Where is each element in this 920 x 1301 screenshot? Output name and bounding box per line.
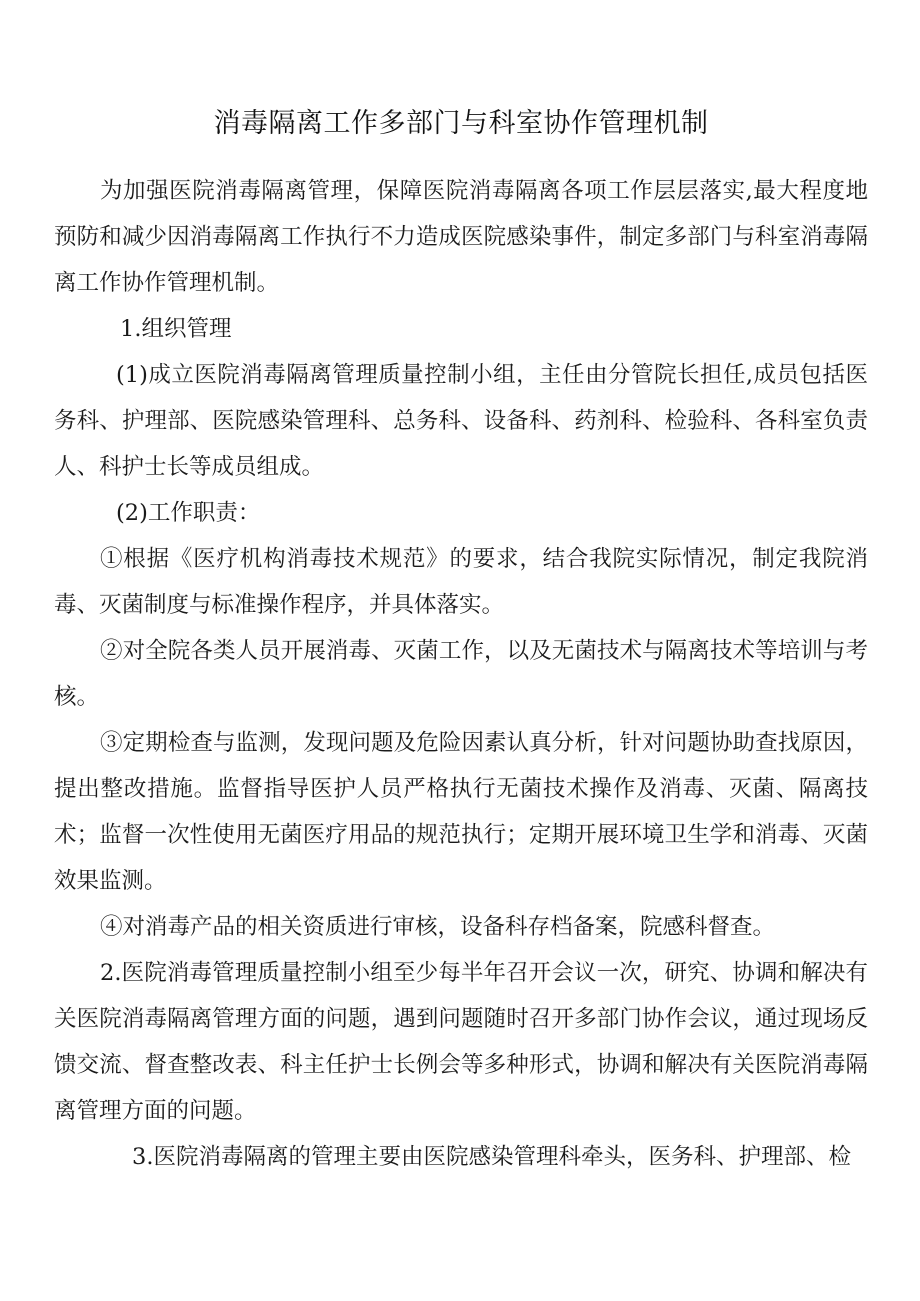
- duty-3-paragraph: ③定期检查与监测，发现问题及危险因素认真分析，针对问题协助查找原因，提出整改措施。监督指导医护人员严格执行无菌技术操作及消毒、灭菌、隔离技术；监督一次性使用无菌医疗用品的规范执行；定期开展环境卫生学和消毒、灭菌效果监测。: [54, 730, 868, 894]
- section-heading-organization: 1.组织管理: [120, 316, 232, 342]
- document-title: 消毒隔离工作多部门与科室协作管理机制: [213, 108, 709, 139]
- intro-paragraph: 为加强医院消毒隔离管理，保障医院消毒隔离各项工作层层落实,最大程度地预防和减少因消毒隔离工作执行不力造成医院感染事件，制定多部门与科室消毒隔离工作协作管理机制。: [54, 178, 868, 296]
- section-2-paragraph: 2.医院消毒管理质量控制小组至少每半年召开会议一次，研究、协调和解决有关医院消毒隔离管理方面的问题，遇到问题随时召开多部门协作会议，通过现场反馈交流、督查整改表、科主任护士长例会等多种形式，协调和解决有关医院消毒隔离管理方面的问题。: [54, 960, 868, 1124]
- section-3-paragraph: 3.医院消毒隔离的管理主要由医院感染管理科牵头，医务科、护理部、检: [132, 1144, 851, 1170]
- item-1-paragraph: (1)成立医院消毒隔离管理质量控制小组，主任由分管院长担任,成员包括医务科、护理部、医院感染管理科、总务科、设备科、药剂科、检验科、各科室负责人、科护士长等成员组成。: [54, 362, 868, 480]
- duty-1-paragraph: ①根据《医疗机构消毒技术规范》的要求，结合我院实际情况，制定我院消毒、灭菌制度与标准操作程序，并具体落实。: [54, 546, 868, 618]
- duty-2-paragraph: ②对全院各类人员开展消毒、灭菌工作，以及无菌技术与隔离技术等培训与考核。: [54, 638, 868, 710]
- duty-4-paragraph: ④对消毒产品的相关资质进行审核，设备科存档备案，院感科督查。: [100, 914, 776, 940]
- item-2-paragraph: (2)工作职责：: [116, 500, 261, 526]
